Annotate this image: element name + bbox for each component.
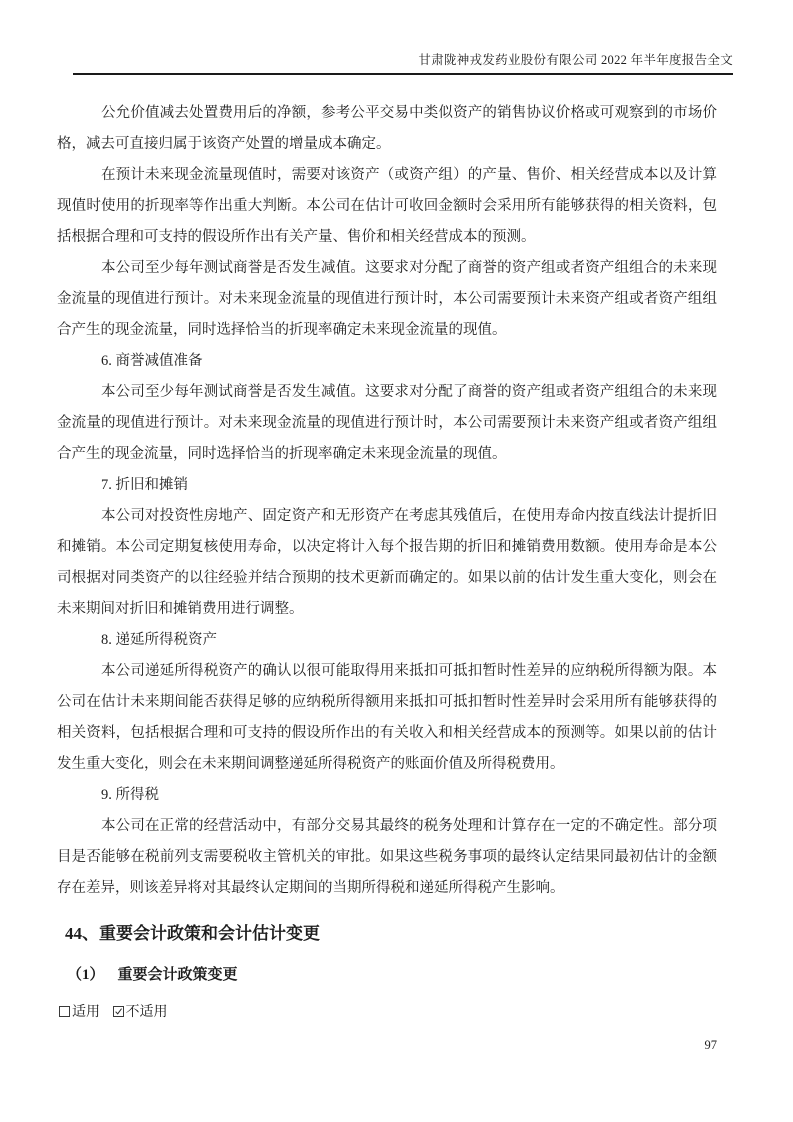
- paragraph: 本公司在正常的经营活动中，有部分交易其最终的税务处理和计算存在一定的不确定性。部分项目是否能够在税前列支需要税收主管机关的审批。如果这些税务事项的最终认定结果同最初估计的金额存在差异，则该差异将对其最终认定期间的当期所得税和递延所得税产生影响。: [57, 818, 717, 896]
- applicable-label: 适用: [72, 1005, 100, 1020]
- subsection-title: 重要会计政策变更: [117, 967, 238, 983]
- not-applicable-option: [113, 1005, 168, 1020]
- section-heading-accounting-policy-changes: 44、重要会计政策和会计估计变更: [65, 924, 320, 943]
- numbered-heading-income-tax: 9. 所得税: [101, 787, 159, 803]
- subsection-heading-policy-change: [67, 963, 717, 987]
- numbered-heading-depreciation-amortization: 7. 折旧和摊销: [101, 477, 188, 493]
- paragraph: 本公司对投资性房地产、固定资产和无形资产在考虑其残值后，在使用寿命内按直线法计提折旧和摊销。本公司定期复核使用寿命，以决定将计入每个报告期的折旧和摊销费用数额。使用寿命是本公司根据对同类资产的以往经验并结合预期的技术更新而确定的。如果以前的估计发生重大变化，则会在未来期间对折旧和摊销费用进行调整。: [57, 508, 717, 617]
- checkbox-checked-icon: [113, 1006, 124, 1017]
- applicability-row: [59, 1002, 717, 1024]
- paragraph: 公允价值减去处置费用后的净额，参考公平交易中类似资产的销售协议价格或可观察到的市场价格，减去可直接归属于该资产处置的增量成本确定。: [57, 105, 717, 152]
- page-header-title: 甘肃陇神戎发药业股份有限公司 2022 年半年度报告全文: [73, 52, 733, 75]
- paragraph: 本公司递延所得税资产的确认以很可能取得用来抵扣可抵扣暂时性差异的应纳税所得额为限。本公司在估计未来期间能否获得足够的应纳税所得额用来抵扣可抵扣暂时性差异时会采用所有能够获得的相关资料，包括根据合理和可支持的假设所作出的有关收入和相关经营成本的预测等。如果以前的估计发生重大变化，则会在未来期间调整递延所得税资产的账面价值及所得税费用。: [57, 663, 717, 772]
- numbered-heading-deferred-tax-assets: 8. 递延所得税资产: [101, 632, 217, 648]
- checkbox-unchecked-icon: [59, 1006, 70, 1017]
- page-number: 97: [704, 1038, 717, 1052]
- applicable-option: [59, 1005, 104, 1020]
- document-body: [57, 98, 717, 1024]
- subsection-number: （1）: [67, 967, 105, 983]
- paragraph: 本公司至少每年测试商誉是否发生减值。这要求对分配了商誉的资产组或者资产组组合的未来现金流量的现值进行预计。对未来现金流量的现值进行预计时，本公司需要预计未来资产组或者资产组组合产生的现金流量，同时选择恰当的折现率确定未来现金流量的现值。: [57, 384, 717, 462]
- paragraph: 在预计未来现金流量现值时，需要对该资产（或资产组）的产量、售价、相关经营成本以及计算现值时使用的折现率等作出重大判断。本公司在估计可收回金额时会采用所有能够获得的相关资料，包括根据合理和可支持的假设所作出有关产量、售价和相关经营成本的预测。: [57, 167, 717, 245]
- numbered-heading-goodwill-impairment: 6. 商誉减值准备: [101, 353, 203, 369]
- paragraph: 本公司至少每年测试商誉是否发生减值。这要求对分配了商誉的资产组或者资产组组合的未来现金流量的现值进行预计。对未来现金流量的现值进行预计时，本公司需要预计未来资产组或者资产组组合产生的现金流量，同时选择恰当的折现率确定未来现金流量的现值。: [57, 260, 717, 338]
- not-applicable-label: 不适用: [125, 1005, 168, 1020]
